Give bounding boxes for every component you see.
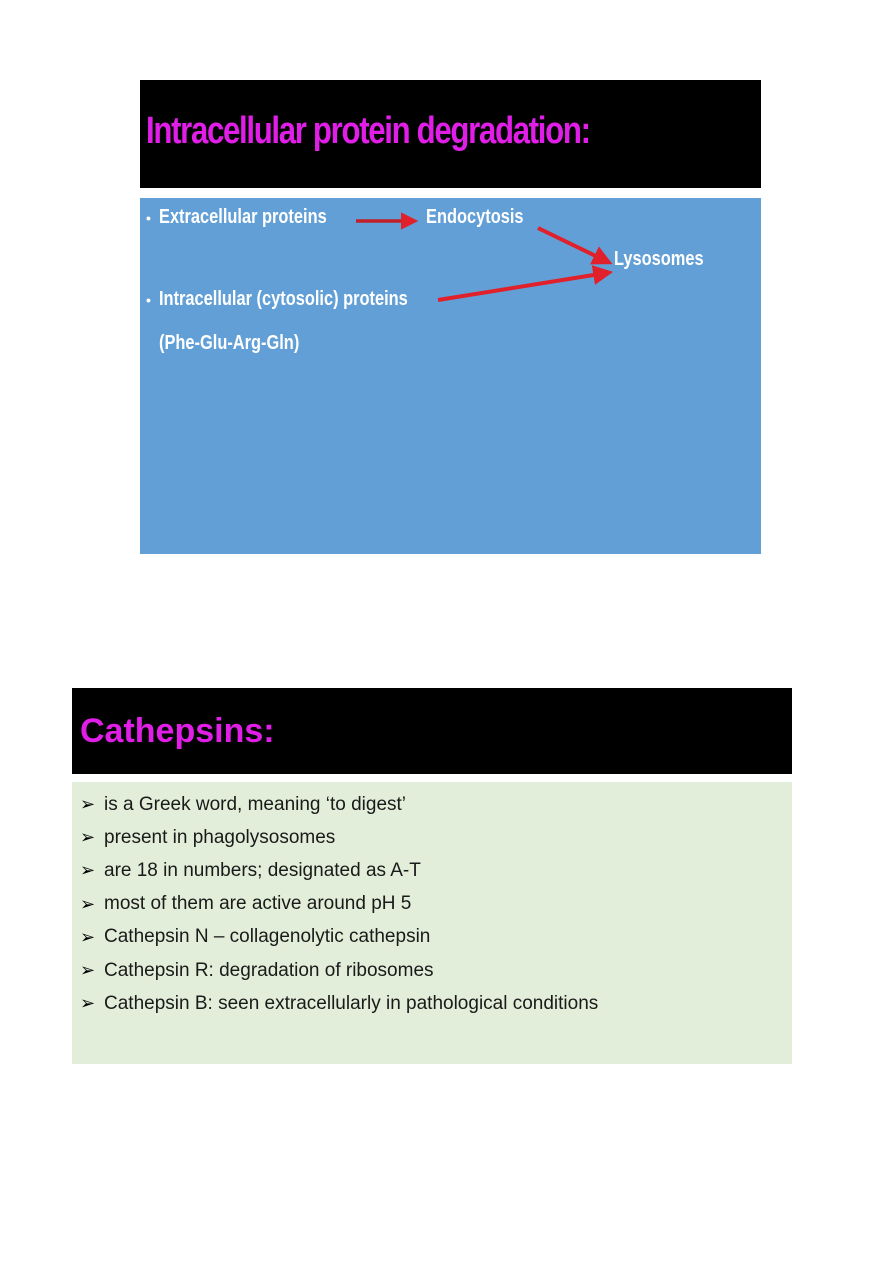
endocytosis-label: Endocytosis: [426, 206, 524, 228]
slide2-header: [72, 688, 792, 774]
slide-intracellular-protein-degradation: [140, 80, 761, 554]
arrowhead-bullet-icon: ➢: [80, 960, 96, 982]
list-item: [80, 954, 598, 987]
list-item: [80, 821, 598, 854]
arrowhead-bullet-icon: ➢: [80, 860, 96, 882]
cathepsin-facts-list: [80, 788, 598, 1020]
slide2-title: Cathepsins:: [80, 712, 275, 750]
pathway-arrows: [140, 198, 761, 554]
bullet-icon: •: [146, 292, 151, 308]
slide2-body: [72, 782, 792, 1064]
list-item-text: Cathepsin N – collagenolytic cathepsin: [104, 926, 431, 948]
list-item-text: Cathepsin B: seen extracellularly in pathological conditions: [104, 992, 599, 1014]
list-item: [80, 888, 598, 921]
slide-cathepsins: [72, 688, 792, 1064]
list-item-text: most of them are active around pH 5: [104, 893, 412, 915]
bullet-icon: •: [146, 210, 151, 226]
arrowhead-bullet-icon: ➢: [80, 794, 96, 816]
arrow-endocytosis-to-lysosomes-icon: [538, 228, 606, 261]
amino-acid-sequence-label: (Phe-Glu-Arg-Gln): [159, 332, 300, 354]
arrowhead-bullet-icon: ➢: [80, 926, 96, 948]
list-item-text: present in phagolysosomes: [104, 826, 336, 848]
list-item-text: is a Greek word, meaning ‘to digest’: [104, 793, 407, 815]
list-item: [80, 788, 598, 821]
slide1-header: [140, 80, 761, 188]
list-item-text: Cathepsin R: degradation of ribosomes: [104, 959, 434, 981]
extracellular-proteins-label: Extracellular proteins: [159, 206, 327, 228]
intracellular-proteins-label: Intracellular (cytosolic) proteins: [159, 288, 408, 310]
list-item-text: are 18 in numbers; designated as A-T: [104, 859, 421, 881]
slide1-body: [140, 198, 761, 554]
arrowhead-bullet-icon: ➢: [80, 827, 96, 849]
list-item: [80, 921, 598, 954]
slide1-title: Intracellular protein degradation:: [146, 110, 590, 152]
arrowhead-bullet-icon: ➢: [80, 993, 96, 1015]
lysosomes-label: Lysosomes: [614, 248, 704, 270]
list-item: [80, 854, 598, 887]
list-item: [80, 987, 598, 1020]
arrowhead-bullet-icon: ➢: [80, 893, 96, 915]
arrow-intracellular-to-lysosomes-icon: [438, 273, 606, 300]
